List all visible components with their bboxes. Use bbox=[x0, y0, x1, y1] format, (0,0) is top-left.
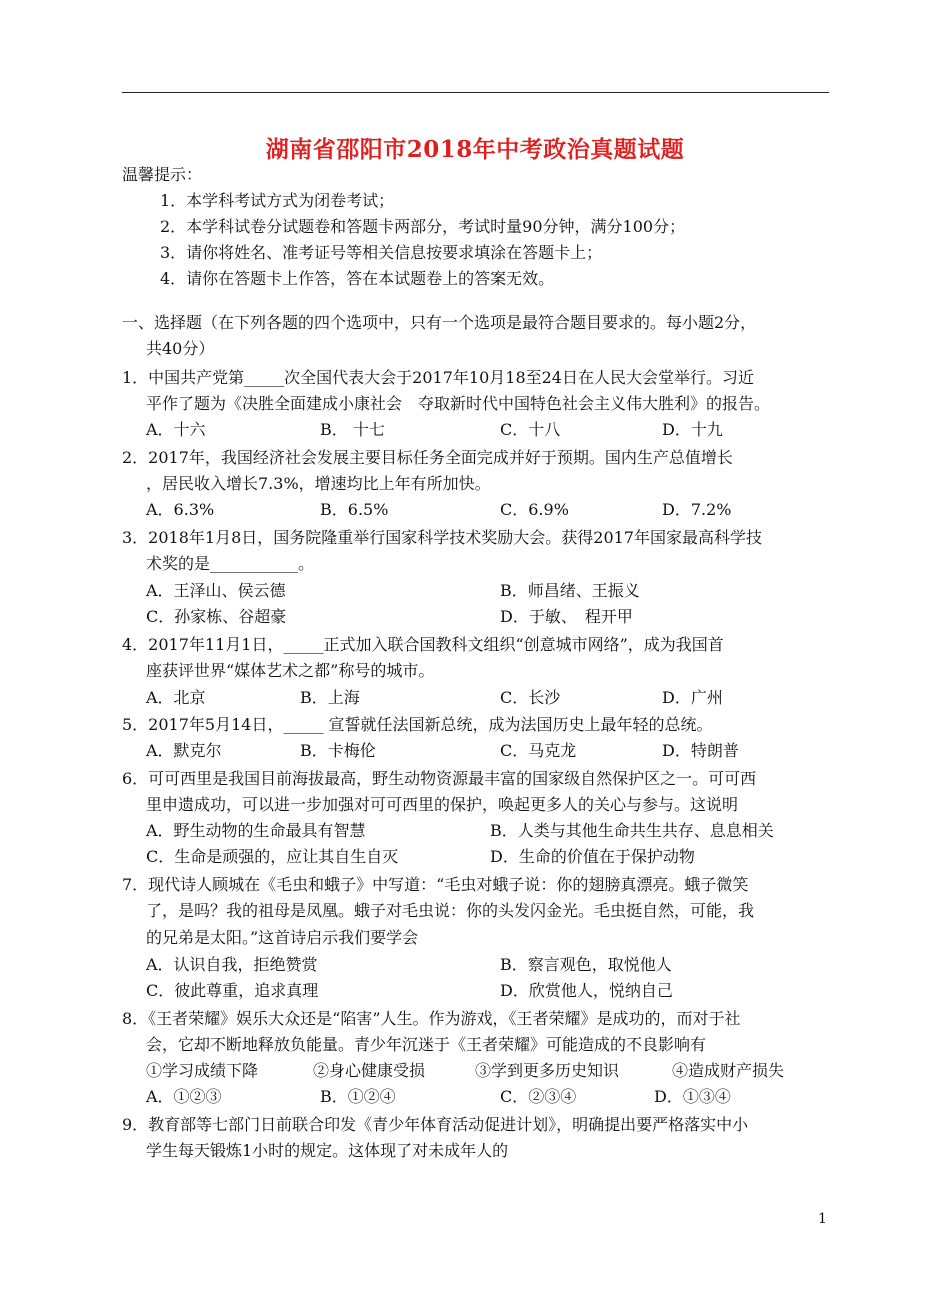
q5-option-d: D．特朗普 bbox=[662, 741, 739, 760]
question-6-stem: 6．可可西里是我国目前海拔最高，野生动物资源最丰富的国家级自然保护区之一。可可西 bbox=[122, 769, 757, 788]
q8-item-3: ③学到更多历史知识 bbox=[475, 1061, 620, 1080]
question-8-stem-cont: 会，它却不断地释放负能量。青少年沉迷于《王者荣耀》可能造成的不良影响有 bbox=[146, 1035, 707, 1054]
tip-item: 3．请你将姓名、准考证号等相关信息按要求填涂在答题卡上； bbox=[160, 243, 603, 262]
q7-option-c: C．彼此尊重，追求真理 bbox=[146, 981, 319, 1000]
q2-option-c: C．6.9% bbox=[500, 500, 569, 519]
header-rule bbox=[122, 92, 829, 93]
q1-option-b: B． 十七 bbox=[320, 420, 385, 439]
question-1-stem-cont: 平作了题为《决胜全面建成小康社会 夺取新时代中国特色社会主义伟大胜利》的报告。 bbox=[146, 394, 771, 413]
page-number: 1 bbox=[818, 1211, 827, 1227]
tips-heading: 温馨提示： bbox=[122, 165, 203, 184]
question-4-stem-cont: 座获评世界“媒体艺术之都”称号的城市。 bbox=[146, 661, 435, 680]
tip-item: 2．本学科试卷分试题卷和答题卡两部分，考试时量90分钟，满分100分； bbox=[160, 217, 686, 236]
q6-option-c: C．生命是顽强的，应让其自生自灭 bbox=[146, 847, 399, 866]
tip-item: 4．请你在答题卡上作答，答在本试题卷上的答案无效。 bbox=[160, 269, 555, 288]
question-8-stem: 8．《王者荣耀》娱乐大众还是“陷害”人生。作为游戏，《王者荣耀》是成功的，而对于社 bbox=[122, 1009, 741, 1028]
q3-option-c: C．孙家栋、谷超豪 bbox=[146, 607, 287, 626]
q8-option-d: D．①③④ bbox=[654, 1087, 731, 1106]
question-1-stem: 1．中国共产党第_____次全国代表大会于2017年10月18至24日在人民大会堂举行。习近 bbox=[122, 368, 754, 387]
question-6-stem-cont: 里申遗成功，可以进一步加强对可可西里的保护，唤起更多人的关心与参与。这说明 bbox=[146, 795, 739, 814]
q6-option-a: A．野生动物的生命最具有智慧 bbox=[146, 821, 366, 840]
section-heading-cont: 共40分） bbox=[146, 339, 215, 358]
q6-option-d: D．生命的价值在于保护动物 bbox=[490, 847, 695, 866]
q4-option-c: C．长沙 bbox=[500, 688, 561, 707]
q1-option-c: C．十八 bbox=[500, 420, 561, 439]
question-9-stem: 9．教育部等七部门日前联合印发《青少年体育活动促进计划》，明确提出要严格落实中小 bbox=[122, 1115, 749, 1134]
q2-option-d: D．7.2% bbox=[662, 500, 732, 519]
q1-option-d: D．十九 bbox=[662, 420, 723, 439]
question-2-stem: 2．2017年，我国经济社会发展主要目标任务全面完成并好于预期。国内生产总值增长 bbox=[122, 448, 733, 467]
question-4-stem: 4．2017年11月1日，_____正式加入联合国教科文组织“创意城市网络”，成为我国首 bbox=[122, 635, 724, 654]
section-heading: 一、选择题（在下列各题的四个选项中，只有一个选项是最符合题目要求的。每小题2分， bbox=[122, 313, 757, 332]
q3-option-d: D．于敏、 程开甲 bbox=[500, 607, 633, 626]
q4-option-a: A．北京 bbox=[146, 688, 206, 707]
tip-item: 1．本学科考试方式为闭卷考试； bbox=[160, 191, 395, 210]
q4-option-d: D．广州 bbox=[662, 688, 723, 707]
question-9-stem-cont: 学生每天锻炼1小时的规定。这体现了对未成年人的 bbox=[146, 1141, 509, 1160]
question-7-stem-cont: 的兄弟是太阳。”这首诗启示我们要学会 bbox=[146, 928, 419, 947]
question-7-stem: 7．现代诗人顾城在《毛虫和蛾子》中写道：“毛虫对蛾子说：你的翅膀真漂亮。蛾子微笑 bbox=[122, 875, 749, 894]
q6-option-b: B．人类与其他生命共生共存、息息相关 bbox=[490, 821, 774, 840]
question-3-stem-cont: 术奖的是___________。 bbox=[146, 554, 315, 573]
q8-item-4: ④造成财产损失 bbox=[672, 1061, 785, 1080]
q4-option-b: B．上海 bbox=[300, 688, 360, 707]
q8-item-1: ①学习成绩下降 bbox=[146, 1061, 259, 1080]
question-7-stem-cont: 了，是吗？我的祖母是凤凰。蛾子对毛虫说：你的头发闪金光。毛虫挺自然，可能，我 bbox=[146, 901, 755, 920]
q5-option-c: C．马克龙 bbox=[500, 741, 577, 760]
q7-option-d: D．欣赏他人，悦纳自己 bbox=[500, 981, 673, 1000]
q8-item-2: ②身心健康受损 bbox=[313, 1061, 426, 1080]
q8-option-a: A．①②③ bbox=[146, 1087, 222, 1106]
q7-option-b: B．察言观色，取悦他人 bbox=[500, 955, 672, 974]
q5-option-a: A．默克尔 bbox=[146, 741, 222, 760]
question-5-stem: 5．2017年5月14日，_____ 宣誓就任法国新总统，成为法国历史上最年轻的总统。 bbox=[122, 715, 713, 734]
q1-option-a: A．十六 bbox=[146, 420, 206, 439]
q8-option-c: C．②③④ bbox=[500, 1087, 577, 1106]
q8-option-b: B．①②④ bbox=[320, 1087, 396, 1106]
q7-option-a: A．认识自我，拒绝赞赏 bbox=[146, 955, 318, 974]
q3-option-b: B．师昌绪、王振义 bbox=[500, 581, 640, 600]
q3-option-a: A．王泽山、侯云德 bbox=[146, 581, 286, 600]
q5-option-b: B．卡梅伦 bbox=[300, 741, 376, 760]
q2-option-b: B．6.5% bbox=[320, 500, 389, 519]
page-title: 湖南省邵阳市2018年中考政治真题试题 bbox=[265, 136, 685, 163]
question-2-stem-cont: ，居民收入增长7.3%，增速均比上年有所加快。 bbox=[146, 474, 491, 493]
question-3-stem: 3．2018年1月8日，国务院隆重举行国家科学技术奖励大会。获得2017年国家最高科学技 bbox=[122, 528, 762, 547]
q2-option-a: A．6.3% bbox=[146, 500, 215, 519]
